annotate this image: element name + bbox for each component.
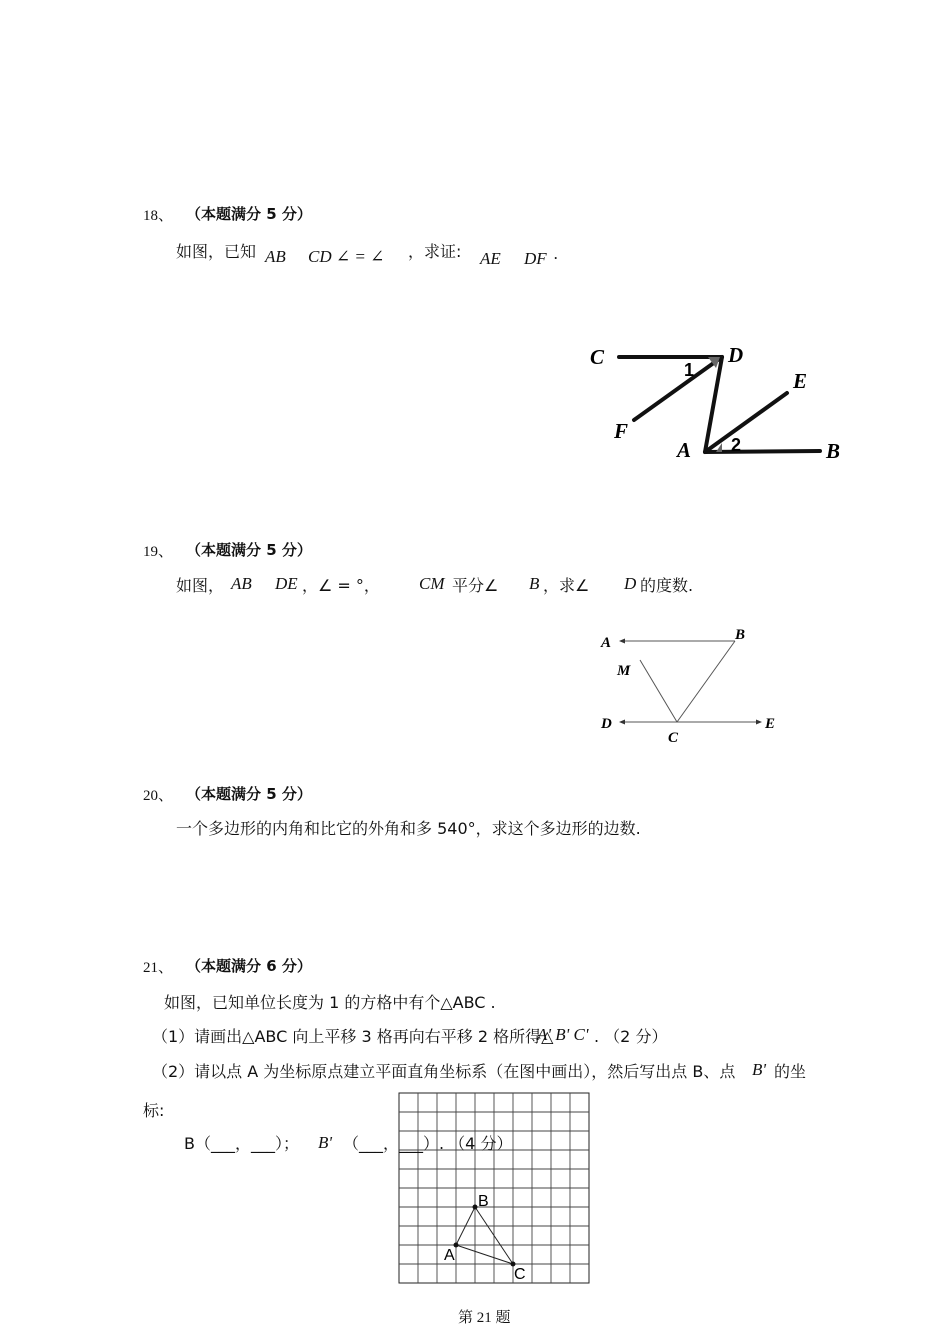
q18-given-ab: AB xyxy=(265,247,286,266)
q18-label-a: A xyxy=(677,438,692,462)
q18-label-f: F xyxy=(614,419,629,443)
q18-label-e: E xyxy=(793,369,808,393)
q19-text-2: ，∠ = °， xyxy=(302,576,380,595)
q18-prove-dot: . xyxy=(554,244,559,263)
q18-header: （本题满分 5 分） xyxy=(186,205,312,223)
q18-intro: 如图，已知 xyxy=(176,242,257,261)
q18-label-c: C xyxy=(590,345,605,369)
q19-label-e: E xyxy=(765,716,776,732)
q21-header: （本题满分 6 分） xyxy=(186,957,312,975)
q21-answer-bp: （___，___）. （4 分） xyxy=(343,1134,513,1153)
q19-header: （本题满分 5 分） xyxy=(186,541,312,559)
q19-label-c: C xyxy=(668,730,679,746)
q21-part2-cont: 标: xyxy=(143,1101,165,1120)
q21-part2-tail: 的坐 xyxy=(774,1062,807,1081)
q18-given-cd: CD ∠ = ∠ xyxy=(308,247,385,266)
q19-label-d: D xyxy=(601,716,612,732)
q18-prove-ae: AE xyxy=(480,249,501,268)
q21-part2-math: B' xyxy=(752,1060,767,1079)
q18-number: 18、 xyxy=(143,208,174,224)
q19-math-de: DE xyxy=(275,574,298,593)
q18-label-angle2: 2 xyxy=(731,435,742,455)
q19-math-ab: AB xyxy=(231,574,252,593)
q21-answer-bp-math: B' xyxy=(318,1133,333,1152)
q18-label-angle1: 1 xyxy=(684,360,695,380)
q21-caption: 第 21 题 xyxy=(458,1310,511,1326)
q19-text-5: 的度数. xyxy=(640,576,694,595)
q19-label-m: M xyxy=(617,663,631,679)
q18-prove-df: DF xyxy=(524,249,547,268)
q19-text-1: 如图， xyxy=(176,576,225,595)
q21-label-c: C xyxy=(514,1266,526,1283)
q19-text-3: 平分∠ xyxy=(452,576,499,595)
q18-label-d: D xyxy=(728,343,744,367)
q21-number: 21、 xyxy=(143,960,174,976)
q18-label-b: B xyxy=(826,439,841,463)
q19-math-cm: CM xyxy=(419,574,445,593)
q19-math-b: B xyxy=(529,574,540,593)
q21-part1-math: A' B' C' xyxy=(537,1025,589,1044)
q19-text-4: ，求∠ xyxy=(543,576,590,595)
q18-prove-label: ，求证: xyxy=(408,242,462,261)
q21-point-b xyxy=(473,1205,478,1210)
q20-header: （本题满分 5 分） xyxy=(186,785,312,803)
q21-intro: 如图，已知单位长度为 1 的方格中有个△ABC . xyxy=(164,993,496,1012)
q21-part2: （2）请以点 A 为坐标原点建立平面直角坐标系（在图中画出），然后写出点 B、点 xyxy=(152,1062,736,1081)
q19-label-b: B xyxy=(735,627,746,643)
q21-label-b: B xyxy=(478,1193,489,1210)
q20-number: 20、 xyxy=(143,788,174,804)
q20-text: 一个多边形的内角和比它的外角和多 540°，求这个多边形的边数. xyxy=(176,819,641,838)
q21-part1: （1）请画出△ABC 向上平移 3 格再向右平移 2 格所得△ xyxy=(152,1027,554,1046)
q21-part1-tail: . （2 分） xyxy=(594,1027,668,1046)
q21-label-a: A xyxy=(444,1247,455,1264)
q21-answer-b: B（___，___）； xyxy=(184,1134,299,1153)
q19-label-a: A xyxy=(601,635,612,651)
q19-number: 19、 xyxy=(143,544,174,560)
q19-math-d: D xyxy=(624,574,637,593)
